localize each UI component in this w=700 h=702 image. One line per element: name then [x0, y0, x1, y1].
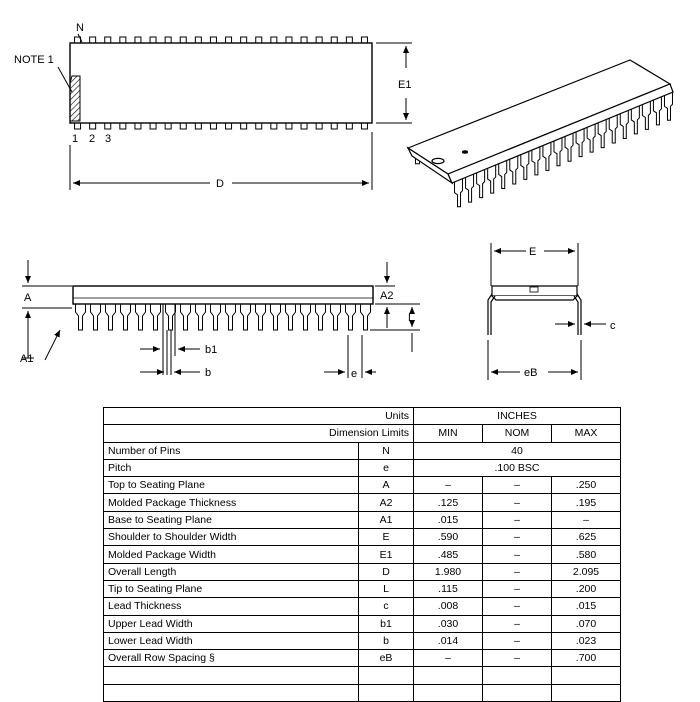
side-lead: [151, 304, 161, 330]
pin-stub: [135, 37, 141, 43]
pin-stub: [120, 37, 126, 43]
pin-stub: [180, 37, 186, 43]
pin-stub: [226, 37, 232, 43]
pin-stub: [135, 123, 141, 129]
side-lead: [196, 304, 206, 330]
pin-stub: [331, 37, 337, 43]
min-header: MIN: [414, 425, 483, 442]
pin-stub: [361, 123, 367, 129]
pin-stub: [271, 123, 277, 129]
pin-stub: [150, 37, 156, 43]
pin1-notch-hatched: [70, 76, 80, 121]
pin-stub: [256, 123, 262, 129]
pin-stub: [105, 37, 111, 43]
side-lead: [361, 304, 371, 330]
dimension-e1-label: E1: [398, 79, 412, 91]
dimensions-table: [103, 407, 621, 702]
table-header-units: [104, 408, 621, 425]
pin-stub: [180, 123, 186, 129]
side-lead: [226, 304, 236, 330]
side-view-body: [73, 286, 373, 304]
dimension-a-label: A: [24, 292, 32, 304]
side-lead: [256, 304, 266, 330]
table-row: Overall Length D 1.980 – 2.095: [104, 563, 621, 580]
table-row: Pitch e .100 BSC: [104, 459, 621, 476]
dimension-c-label: c: [610, 320, 616, 332]
table-row: Top to Seating Plane A – – .250: [104, 477, 621, 494]
pin-stub: [331, 123, 337, 129]
dimension-b-label: b: [205, 367, 212, 379]
table-row: Lower Lead Width b .014 – .023: [104, 632, 621, 649]
table-row: Base to Seating Plane A1 .015 – –: [104, 511, 621, 528]
end-view: [488, 243, 606, 380]
max-header: MAX: [552, 425, 621, 442]
top-view-body: [70, 43, 372, 123]
side-lead: [91, 304, 101, 330]
side-lead: [286, 304, 296, 330]
dimension-e-pitch-label: e: [351, 368, 358, 380]
side-lead: [76, 304, 86, 330]
side-lead: [346, 304, 356, 330]
side-lead: [241, 304, 251, 330]
side-lead: [166, 304, 176, 330]
table-row: [104, 684, 621, 701]
side-lead: [136, 304, 146, 330]
units-label: Units: [104, 408, 414, 425]
side-lead: [106, 304, 116, 330]
table-header-limits: [104, 425, 621, 442]
dimension-e-width-label: E: [529, 246, 537, 258]
pin-2-label: 2: [89, 133, 96, 145]
pin-stub: [316, 37, 322, 43]
pin-stub: [210, 37, 216, 43]
pin-stub: [256, 37, 262, 43]
units-value: INCHES: [414, 408, 621, 425]
side-lead: [331, 304, 341, 330]
pin-stub: [75, 123, 81, 129]
pin-stub: [90, 123, 96, 129]
table-row: Shoulder to Shoulder Width E .590 – .625: [104, 529, 621, 546]
table-row: Upper Lead Width b1 .030 – .070: [104, 615, 621, 632]
pin-3-label: 3: [105, 133, 112, 145]
top-view-upper-pins: [75, 37, 368, 43]
pin-stub: [286, 37, 292, 43]
side-lead: [211, 304, 221, 330]
pin-stub: [150, 123, 156, 129]
pin-stub: [165, 123, 171, 129]
side-view: [73, 286, 373, 330]
pin-stub: [195, 37, 201, 43]
pin-stub: [226, 123, 232, 129]
pin-stub: [241, 123, 247, 129]
side-lead: [316, 304, 326, 330]
dimension-a: [22, 260, 72, 360]
dimension-l-label: L: [408, 312, 415, 324]
side-view-pins: [76, 304, 371, 330]
pin-stub: [165, 37, 171, 43]
nom-header: NOM: [483, 425, 552, 442]
dimension-a1-label: A1: [20, 353, 34, 365]
dimension-limits-label: Dimension Limits: [104, 425, 414, 442]
dimension-eb-label: eB: [524, 367, 538, 379]
pin-stub: [120, 123, 126, 129]
pin-stub: [346, 37, 352, 43]
dimension-e-pitch: [324, 335, 376, 378]
pin-stub: [301, 123, 307, 129]
pin-stub: [316, 123, 322, 129]
top-view: [70, 37, 372, 129]
table-row: [104, 667, 621, 684]
pin-1-label: 1: [72, 133, 79, 145]
pin-stub: [346, 123, 352, 129]
side-lead: [181, 304, 191, 330]
note-1-label: NOTE 1: [14, 54, 54, 66]
pin-stub: [90, 37, 96, 43]
pin-stub: [210, 123, 216, 129]
top-view-lower-pins: [75, 123, 368, 129]
side-lead: [121, 304, 131, 330]
table-row: Number of Pins N 40: [104, 442, 621, 459]
dimension-a2-label: A2: [380, 290, 394, 302]
pin-stub: [286, 123, 292, 129]
pin-stub: [361, 37, 367, 43]
table-row: Tip to Seating Plane L .115 – .200: [104, 580, 621, 597]
table-row: Lead Thickness c .008 – .015: [104, 598, 621, 615]
pin-n-label: N: [76, 22, 84, 34]
table-row: Molded Package Width E1 .485 – .580: [104, 546, 621, 563]
side-lead: [271, 304, 281, 330]
pin-stub: [301, 37, 307, 43]
pin-stub: [195, 123, 201, 129]
dimension-b1-label: b1: [205, 344, 218, 356]
side-lead: [301, 304, 311, 330]
dimension-b: [140, 330, 200, 375]
table-row: Molded Package Thickness A2 .125 – .195: [104, 494, 621, 511]
dimension-d-label: D: [216, 178, 224, 190]
pin-stub: [241, 37, 247, 43]
isometric-view: [408, 60, 673, 207]
pin-stub: [271, 37, 277, 43]
pin-stub: [105, 123, 111, 129]
table-row: Overall Row Spacing § eB – – .700: [104, 650, 621, 667]
